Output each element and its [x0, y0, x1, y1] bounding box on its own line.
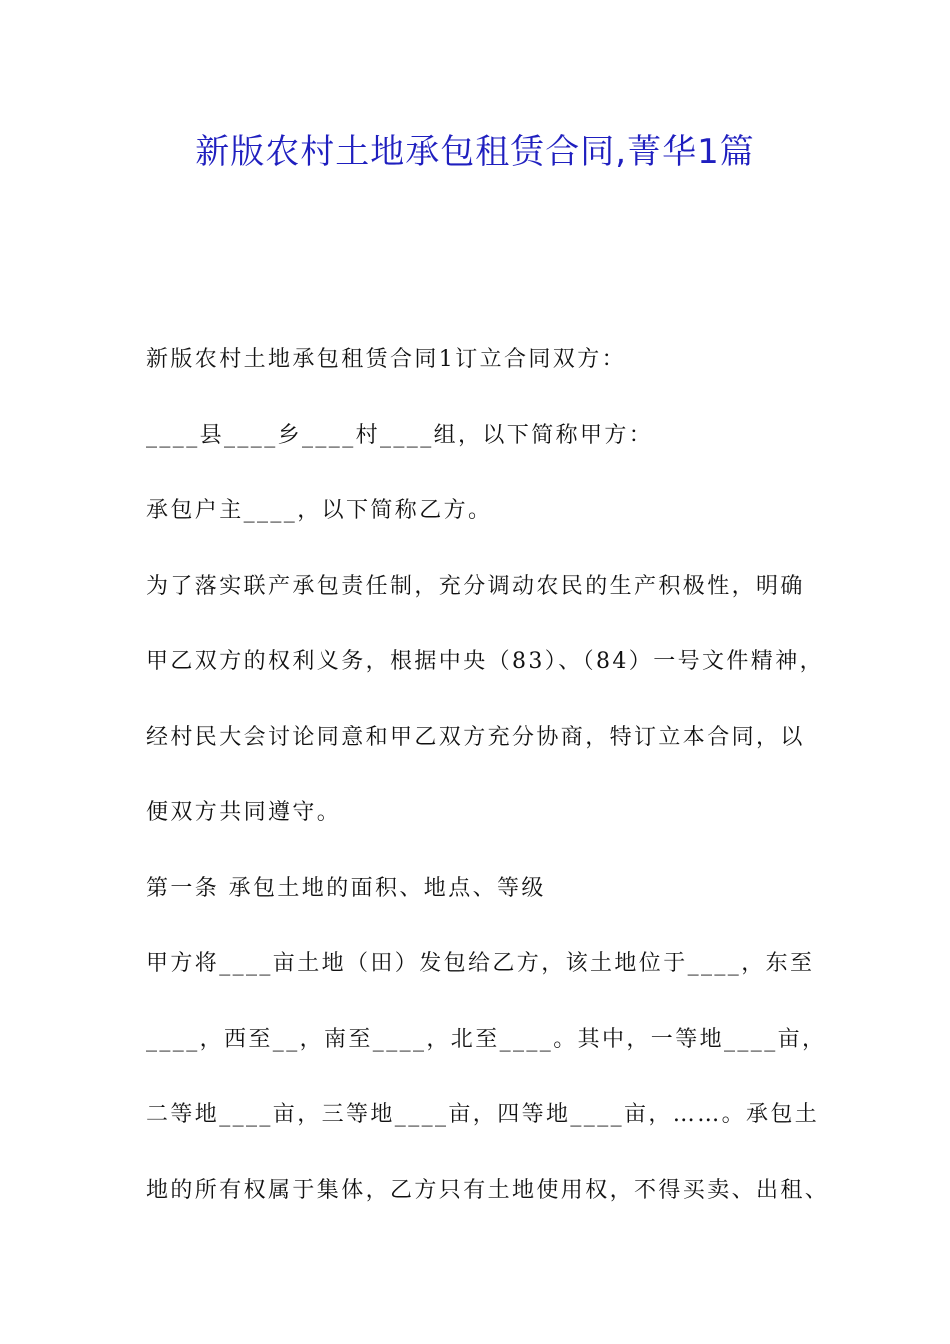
paragraph-line: 甲乙双方的权利义务，根据中央（83）、（84）一号文件精神，	[146, 649, 824, 674]
paragraph-line: ____，西至__，南至____，北至____。其中，一等地____亩，	[146, 1026, 827, 1052]
paragraph-line: 新版农村土地承包租赁合同1订立合同双方：	[146, 347, 626, 372]
paragraph-line: 承包户主____，以下简称乙方。	[146, 498, 493, 523]
paragraph-line: 甲方将____亩土地（田）发包给乙方，该土地位于____，东至	[146, 951, 815, 976]
paragraph-line: 经村民大会讨论同意和甲乙双方充分协商，特订立本合同，以	[146, 724, 805, 750]
paragraph-line: ____县____乡____村____组，以下简称甲方：	[146, 422, 654, 448]
document-title: 新版农村土地承包租赁合同,菁华1篇	[195, 132, 755, 172]
paragraph-line: 地的所有权属于集体，乙方只有土地使用权，不得买卖、出租、	[146, 1177, 830, 1203]
paragraph-line: 为了落实联产承包责任制，充分调动农民的生产积极性，明确	[146, 573, 805, 599]
paragraph-line: 便双方共同遵守。	[146, 800, 342, 825]
document-body	[146, 336, 830, 1242]
paragraph-line: 二等地____亩，三等地____亩，四等地____亩，……。承包土	[146, 1102, 820, 1127]
section-heading: 第一条 承包土地的面积、地点、等级	[146, 875, 546, 901]
